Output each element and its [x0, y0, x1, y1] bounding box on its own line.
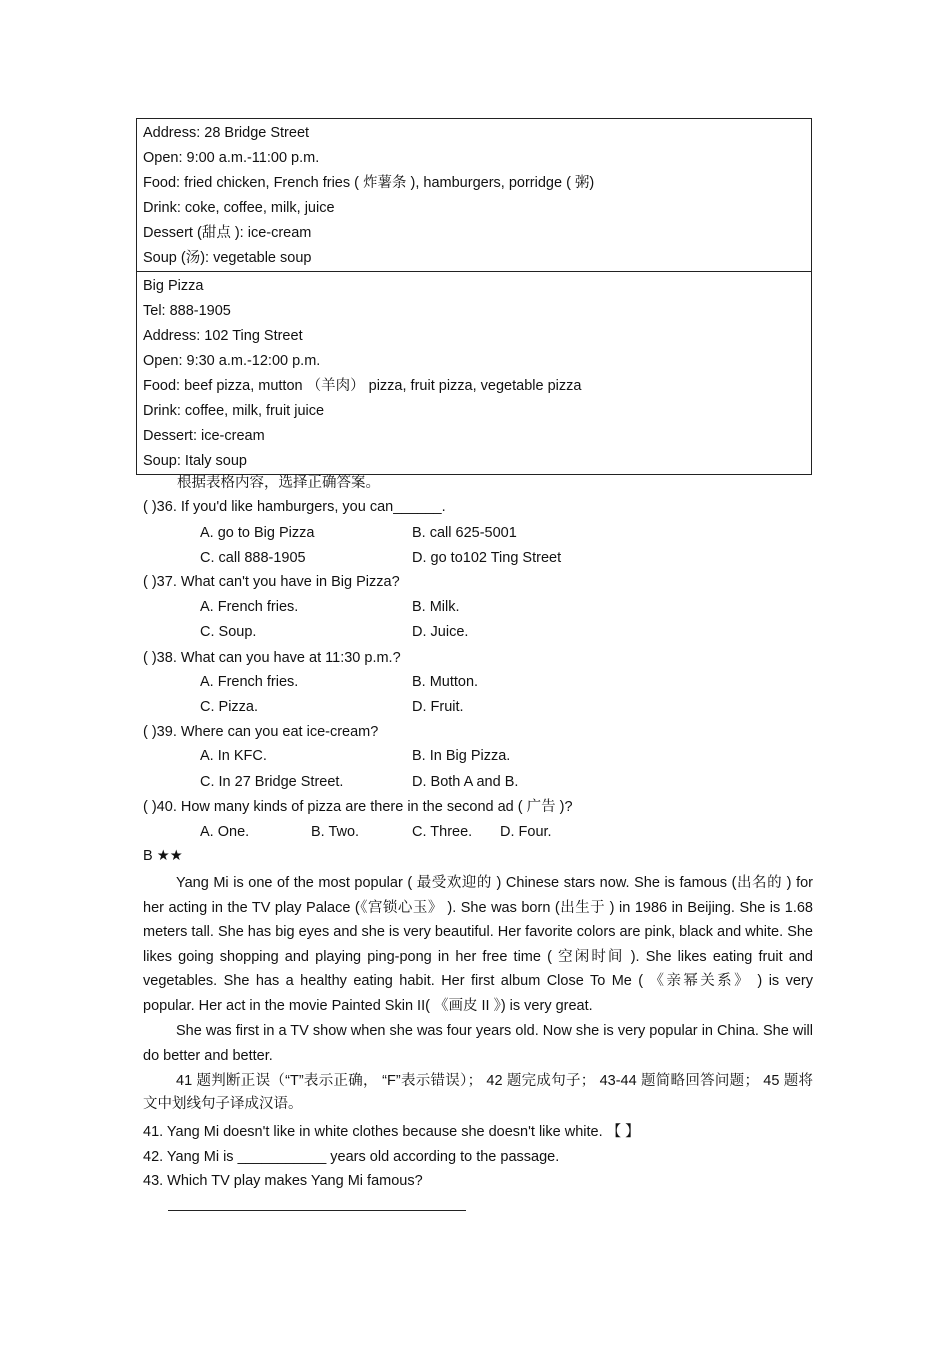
- q38-stem: ( )38. What can you have at 11:30 p.m.?: [143, 650, 401, 666]
- q39-option-d: D. Both A and B.: [412, 774, 519, 790]
- ad1-dessert: Dessert (甜点 ): ice-cream: [143, 225, 312, 241]
- q40-option-c: C. Three.: [412, 824, 473, 840]
- q36-option-b: B. call 625-5001: [412, 525, 517, 541]
- ad-section-2: [137, 271, 811, 474]
- q36-option-c: C. call 888-1905: [200, 550, 306, 566]
- q40-option-d: D. Four.: [500, 824, 552, 840]
- q40-option-a: A. One.: [200, 824, 250, 840]
- ad2-name: Big Pizza: [143, 278, 204, 294]
- instruction-a: 根据表格内容，选择正确答案。: [177, 475, 380, 491]
- q43-text: 43. Which TV play makes Yang Mi famous?: [143, 1173, 423, 1189]
- q36-stem: ( )36. If you'd like hamburgers, you can______.: [143, 499, 446, 515]
- ad2-dessert: Dessert: ice-cream: [143, 428, 265, 444]
- q38-option-d: D. Fruit.: [412, 699, 464, 715]
- q39-option-a: A. In KFC.: [200, 748, 267, 764]
- passage-paragraph-2-text: She was first in a TV show when she was four years old. Now she is very popular in China. She will do better and better.: [143, 1023, 813, 1064]
- passage-paragraph-1: [143, 871, 813, 1018]
- q40-stem: ( )40. How many kinds of pizza are there in the second ad ( 广告 )?: [143, 799, 573, 815]
- instruction-b-text: 41 题判断正误（“T”表示正确， “F”表示错误）； 42 题完成句子； 43-44 题简略回答问题； 45 题将文中划线句子译成汉语。: [143, 1073, 813, 1112]
- ad2-soup: Soup: Italy soup: [143, 453, 247, 469]
- q43-answer-line[interactable]: [168, 1210, 466, 1211]
- ad1-food: Food: fried chicken, French fries ( 炸薯条 ), hamburgers, porridge ( 粥): [143, 175, 595, 191]
- q38-option-b: B. Mutton.: [412, 674, 479, 690]
- q39-option-c: C. In 27 Bridge Street.: [200, 774, 344, 790]
- ad2-address: Address: 102 Ting Street: [143, 328, 303, 344]
- ad1-address: Address: 28 Bridge Street: [143, 125, 310, 141]
- q38-option-c: C. Pizza.: [200, 699, 259, 715]
- q38-option-a: A. French fries.: [200, 674, 299, 690]
- q36-option-d: D. go to102 Ting Street: [412, 550, 562, 566]
- ad-table: [136, 118, 812, 475]
- q39-stem: ( )39. Where can you eat ice-cream?: [143, 724, 379, 740]
- ad2-food: Food: beef pizza, mutton （羊肉） pizza, fruit pizza, vegetable pizza: [143, 378, 582, 394]
- q37-option-a: A. French fries.: [200, 599, 299, 615]
- q41-text: 41. Yang Mi doesn't like in white clothes because she doesn't like white. 【 】: [143, 1124, 640, 1140]
- passage-paragraph-1-text: Yang Mi is one of the most popular ( 最受欢迎的 ) Chinese stars now. She is famous (出名的 ) for her acting in the TV play Palace (《宫锁心玉》 ). She was born (出生于 ) in 1986 in Beijing. She is 1.68 meters tall. She has big eyes and she is very beautiful. Her favorite colors are pink, black and white. She likes going shopping and playing ping-pong in her free time ( 空闲时间 ). She likes eating fruit and vegetables. She has a healthy eating habit. Her first album Close To Me ( 《亲幂关系》 ) is very popular. Her act in the movie Painted Skin II( 《画皮 II 》) is very great.: [143, 875, 813, 1014]
- q37-stem: ( )37. What can't you have in Big Pizza?: [143, 574, 400, 590]
- q36-option-a: A. go to Big Pizza: [200, 525, 315, 541]
- q42-text: 42. Yang Mi is ___________ years old according to the passage.: [143, 1149, 560, 1165]
- section-b-heading: B ★★: [143, 848, 183, 864]
- ad-section-1: [137, 119, 811, 271]
- q39-option-b: B. In Big Pizza.: [412, 748, 511, 764]
- q40-option-b: B. Two.: [311, 824, 360, 840]
- instruction-b: [143, 1070, 813, 1115]
- q37-option-b: B. Milk.: [412, 599, 460, 615]
- ad2-drink: Drink: coffee, milk, fruit juice: [143, 403, 325, 419]
- ad2-tel: Tel: 888-1905: [143, 303, 231, 319]
- ad2-open: Open: 9:30 a.m.-12:00 p.m.: [143, 353, 321, 369]
- q37-option-d: D. Juice.: [412, 624, 469, 640]
- ad1-drink: Drink: coke, coffee, milk, juice: [143, 200, 335, 216]
- q37-option-c: C. Soup.: [200, 624, 257, 640]
- ad1-open: Open: 9:00 a.m.-11:00 p.m.: [143, 150, 320, 166]
- ad1-soup: Soup (汤): vegetable soup: [143, 250, 312, 266]
- passage-paragraph-2: [143, 1019, 813, 1068]
